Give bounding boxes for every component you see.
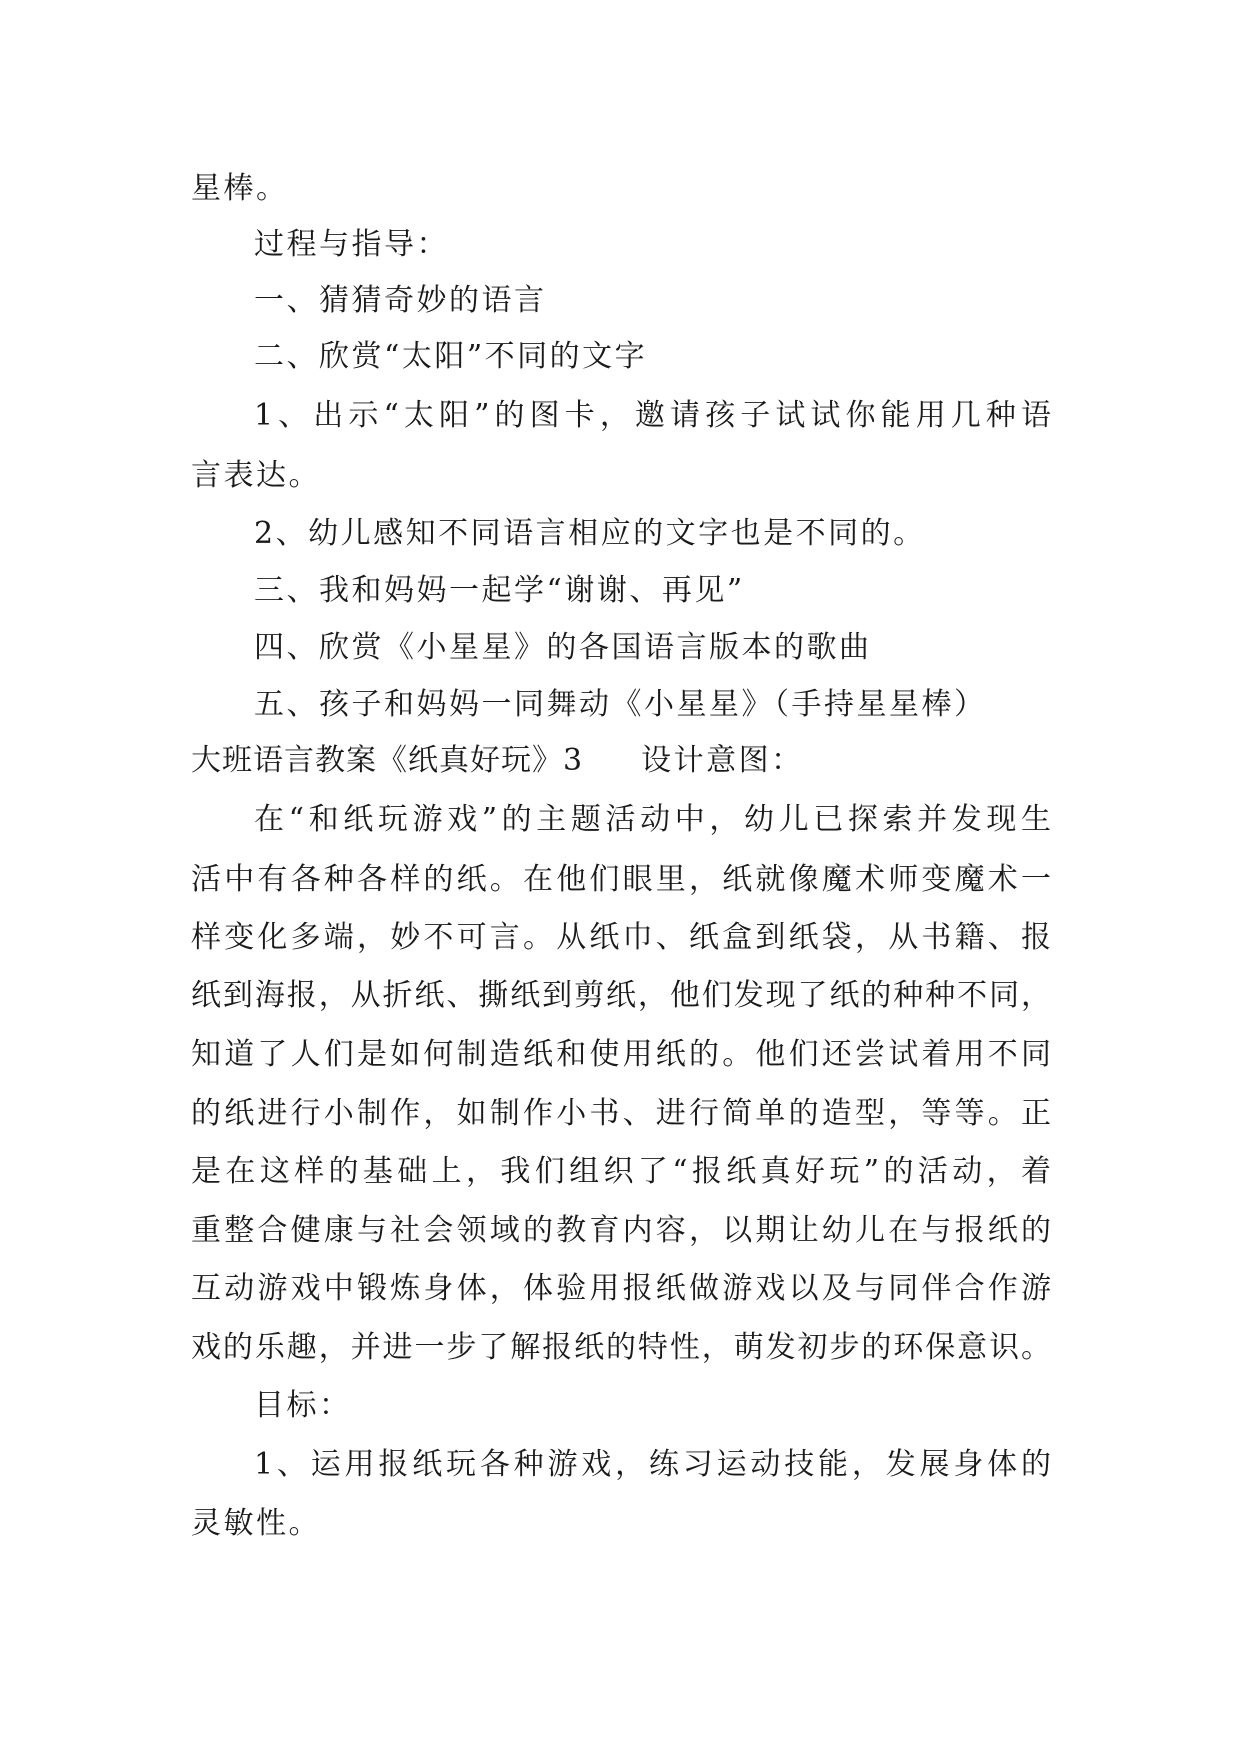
text-line: 二、欣赏“太阳”不同的文字 [254,339,648,374]
text-line: 言表达。 [191,458,321,493]
paragraph-line: 活中有各种各样的纸。在他们眼里，纸就像魔术师变魔术一 [191,862,1051,897]
text-line: 2、幼儿感知不同语言相应的文字也是不同的。 [254,516,926,551]
text-line: 1、出示“太阳”的图卡，邀请孩子试试你能用几种语 [254,398,1051,433]
paragraph-line: 戏的乐趣，并进一步了解报纸的特性，萌发初步的环保意识。 [191,1330,1051,1365]
section-heading [191,741,1051,781]
section-subtitle: 设计意图： [641,743,804,778]
text-line: 星棒。 [191,171,289,206]
paragraph-line: 在“和纸玩游戏”的主题活动中，幼儿已探索并发现生 [254,802,1051,837]
text-line: 四、欣赏《小星星》的各国语言版本的歌曲 [254,630,872,665]
paragraph-line: 互动游戏中锻炼身体，体验用报纸做游戏以及与同伴合作游 [191,1271,1051,1306]
paragraph-line: 样变化多端，妙不可言。从纸巾、纸盒到纸袋，从书籍、报 [191,920,1051,955]
section-title: 大班语言教案《纸真好玩》3 [191,743,584,778]
paragraph-line: 的纸进行小制作，如制作小书、进行简单的造型，等等。正 [191,1096,1051,1131]
text-line: 三、我和妈妈一起学“谢谢、再见” [254,573,745,608]
goal-label: 目标： [254,1388,352,1423]
paragraph-line: 是在这样的基础上，我们组织了“报纸真好玩”的活动，着 [191,1154,1051,1189]
paragraph-line: 重整合健康与社会领域的教育内容，以期让幼儿在与报纸的 [191,1213,1051,1248]
text-line: 五、孩子和妈妈一同舞动《小星星》（手持星星棒） [254,687,987,722]
goal-line: 灵敏性。 [191,1506,321,1541]
text-line: 过程与指导： [254,227,449,262]
paragraph-line: 知道了人们是如何制造纸和使用纸的。他们还尝试着用不同 [191,1037,1051,1072]
goal-line: 1、运用报纸玩各种游戏，练习运动技能，发展身体的 [254,1447,1051,1482]
paragraph-line: 纸到海报，从折纸、撕纸到剪纸，他们发现了纸的种种不同， [191,978,1051,1013]
text-line: 一、猜猜奇妙的语言 [254,283,547,318]
